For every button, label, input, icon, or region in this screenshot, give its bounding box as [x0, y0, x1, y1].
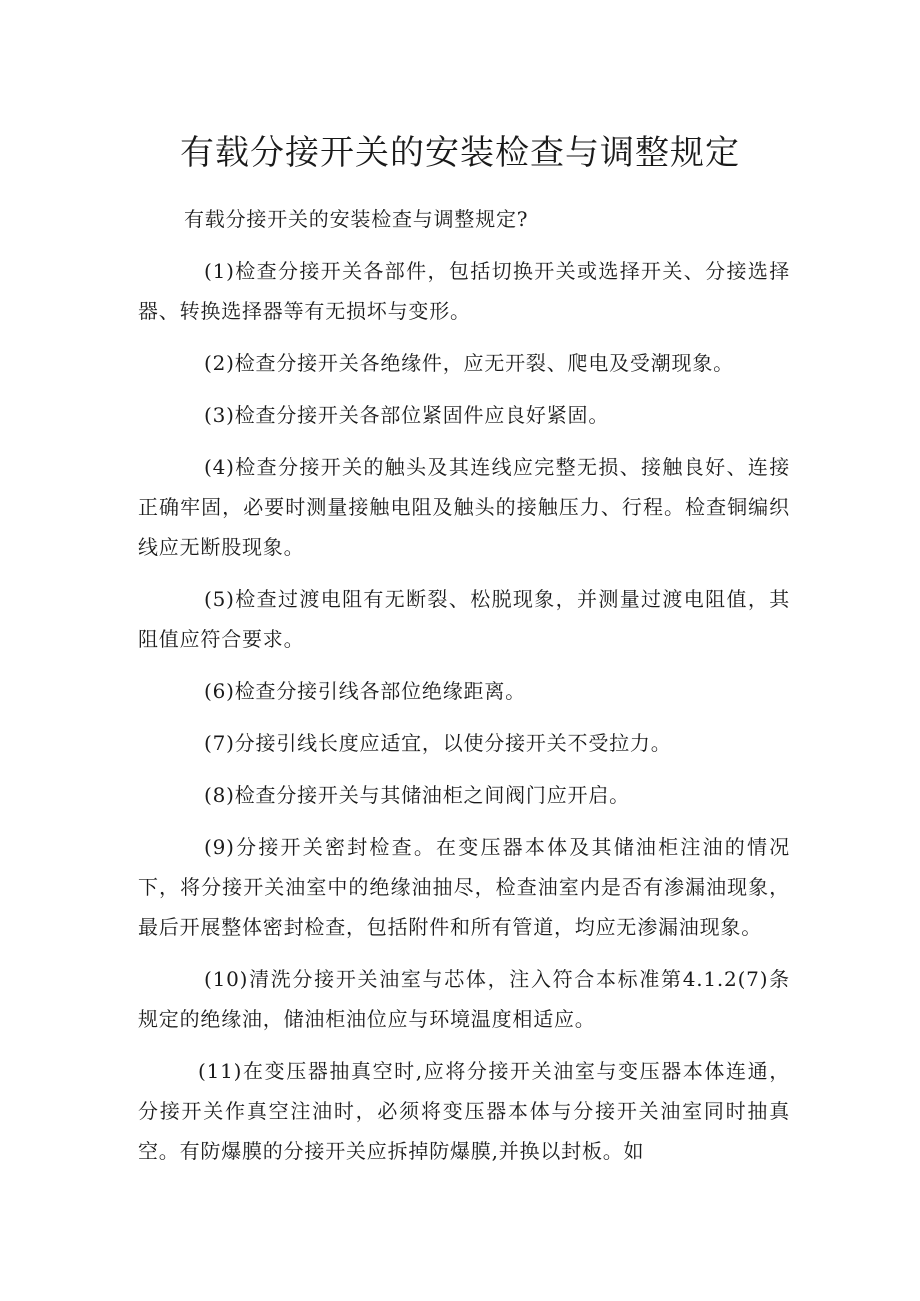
- document-title: 有载分接开关的安装检查与调整规定: [180, 133, 740, 173]
- item-paragraph-7: (7)分接引线长度应适宜，以使分接开关不受拉力。: [204, 731, 672, 755]
- item-paragraph-10: (10)清洗分接开关油室与芯体，注入符合本标准第4.1.2(7)条规定的绝缘油，储油柜油位应与环境温度相适应。: [138, 967, 790, 1031]
- item-paragraph-1: (1)检查分接开关各部件，包括切换开关或选择开关、分接选择器、转换选择器等有无损坏与变形。: [138, 259, 790, 323]
- item-paragraph-11: (11)在变压器抽真空时,应将分接开关油室与变压器本体连通，分接开关作真空注油时，必须将变压器本体与分接开关油室同时抽真空。有防爆膜的分接开关应拆掉防爆膜,并换以封板。如: [138, 1059, 790, 1163]
- item-paragraph-6: (6)检查分接引线各部位绝缘距离。: [204, 679, 526, 703]
- document-body: [138, 199, 790, 1183]
- intro-paragraph: 有载分接开关的安装检查与调整规定?: [184, 207, 529, 231]
- item-paragraph-3: (3)检查分接开关各部位紧固件应良好紧固。: [204, 403, 610, 427]
- item-paragraph-5: (5)检查过渡电阻有无断裂、松脱现象，并测量过渡电阻值，其阻值应符合要求。: [138, 587, 790, 651]
- item-paragraph-4: (4)检查分接开关的触头及其连线应完整无损、接触良好、连接正确牢固，必要时测量接触电阻及触头的接触压力、行程。检查铜编织线应无断股现象。: [138, 455, 790, 559]
- item-paragraph-9: (9)分接开关密封检查。在变压器本体及其储油柜注油的情况下，将分接开关油室中的绝缘油抽尽，检查油室内是否有渗漏油现象，最后开展整体密封检查，包括附件和所有管道，均应无渗漏油现象。: [138, 835, 790, 939]
- item-paragraph-8: (8)检查分接开关与其储油柜之间阀门应开启。: [204, 783, 630, 807]
- item-paragraph-2: (2)检查分接开关各绝缘件，应无开裂、爬电及受潮现象。: [204, 351, 734, 375]
